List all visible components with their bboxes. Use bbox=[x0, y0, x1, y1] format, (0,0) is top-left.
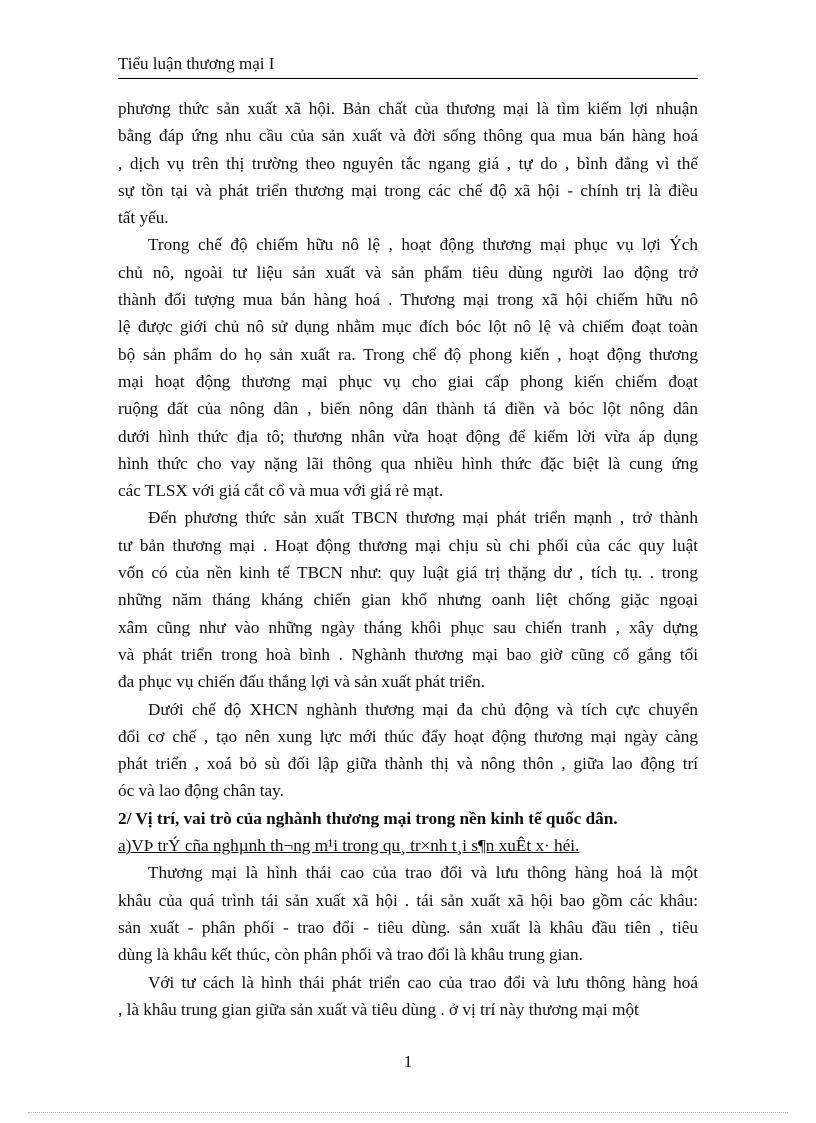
footer-divider bbox=[28, 1112, 788, 1113]
text-line: , dịch vụ trên thị trường theo nguyên tắc ngang giá , tự do , bình đẳng vì thế bbox=[118, 153, 698, 173]
text-line: mại hoạt động thương mại phục vụ cho giai cấp phong kiến chiếm đoạt bbox=[118, 371, 698, 391]
document-body bbox=[118, 95, 698, 1023]
text-line: sản xuất - phân phối - trao đổi - tiêu dùng. sản xuất là khâu đầu tiên , tiêu bbox=[118, 917, 698, 937]
text-line: đổi cơ chế , tạo nên xung lực mới thúc đẩy hoạt động thương mại ngày càng bbox=[118, 726, 698, 746]
text-line: và phát triển trong hoà bình . Nghành thương mại bao giờ cũng cố gắng tối bbox=[118, 644, 698, 664]
text-line: Trong chế độ chiếm hữu nô lệ , hoạt động thương mại phục vụ lợi Ých bbox=[148, 235, 698, 255]
text-line: hình thức cho vay nặng lãi thông qua nhiều hình thức đặc biệt là cung ứng bbox=[118, 453, 698, 473]
text-line: Đến phương thức sản xuất TBCN thương mại phát triển mạnh , trở thành bbox=[148, 508, 698, 528]
paragraph-2 bbox=[118, 231, 698, 504]
text-line: bộ sản phẩm do họ sản xuất ra. Trong chế độ phong kiến , hoạt động thương bbox=[118, 344, 698, 364]
text-line: lệ được giới chủ nô sử dụng nhằm mục đích bóc lột nô lệ và chiếm đoạt toàn bbox=[118, 317, 698, 337]
text-line: dưới hình thức địa tô; thương nhân vừa hoạt động để kiếm lời vừa áp dụng bbox=[118, 426, 698, 446]
paragraph-6 bbox=[118, 969, 698, 1024]
text-line: Với tư cách là hình thái phát triển cao của trao đổi và lưu thông hàng hoá bbox=[148, 972, 698, 992]
paragraph-5 bbox=[118, 859, 698, 968]
text-line: sự tồn tại và phát triển thương mại trong các chế độ xã hội - chính trị là điều bbox=[118, 180, 698, 200]
text-line: vốn có của nền kinh tế TBCN như: quy luật giá trị thặng dư , tích tụ. . trong bbox=[118, 563, 698, 583]
paragraph-4 bbox=[118, 696, 698, 805]
page-header bbox=[118, 52, 698, 79]
section-heading: 2/ Vị trí, vai trò của nghành thương mại trong nền kinh tế quốc dân. bbox=[118, 808, 618, 828]
text-line: Thương mại là hình thái cao của trao đổi và lưu thông hàng hoá là một bbox=[148, 863, 698, 883]
text-line: óc và lao động chân tay. bbox=[118, 781, 284, 801]
text-line: chủ nô, ngoài tư liệu sản xuất và sản phẩm tiêu dùng người lao động trở bbox=[118, 262, 698, 282]
text-line: thành đối tượng mua bán hàng hoá . Thương mại trong xã hội chiếm hữu nô bbox=[118, 290, 698, 310]
text-line: đa phục vụ chiến đấu thắng lợi và sản xuất phát triển. bbox=[118, 672, 486, 692]
subsection-heading: a)VÞ trÝ cña nghµnh th¬ng m¹i trong qu¸ tr×nh t¸i s¶n xuÊt x· héi. bbox=[118, 836, 580, 856]
header-title: Tiểu luận thương mại I bbox=[118, 54, 275, 73]
text-line: tư bản thương mại . Hoạt động thương mại chịu sù chi phối của các quy luật bbox=[118, 535, 698, 555]
text-line: Dưới chế độ XHCN nghành thương mại đa chủ động và tích cực chuyển bbox=[148, 699, 698, 719]
text-line: bằng đáp ứng nhu cầu của sản xuất và đời sống thông qua mua bán hàng hoá bbox=[118, 126, 698, 146]
text-line: khâu của quá trình tái sản xuất xã hội . tái sản xuất xã hội bao gồm các khâu: bbox=[118, 890, 698, 910]
text-line: tất yếu. bbox=[118, 208, 169, 228]
text-line: những năm tháng kháng chiến gian khổ nhưng oanh liệt chống giặc ngoại bbox=[118, 590, 698, 610]
text-line: , là khâu trung gian giữa sản xuất và tiêu dùng . ở vị trí này thương mại một bbox=[118, 999, 639, 1019]
text-line: phát triển , xoá bỏ sù đối lập giữa thành thị và nông thôn , giữa lao động trí bbox=[118, 754, 698, 774]
text-line: xâm cũng như vào những ngày tháng khôi phục sau chiến tranh , xây dựng bbox=[118, 617, 698, 637]
text-line: các TLSX với giá cắt cổ và mua với giá rẻ mạt. bbox=[118, 481, 444, 501]
text-line: dùng là khâu kết thúc, còn phân phối và trao đổi là khâu trung gian. bbox=[118, 945, 583, 965]
text-line: phương thức sản xuất xã hội. Bản chất của thương mại là tìm kiếm lợi nhuận bbox=[118, 99, 698, 118]
page-number: 1 bbox=[403, 1052, 413, 1071]
text-line: ruộng đất của nông dân , biến nông dân thành tá điền và bóc lột nông dân bbox=[118, 399, 698, 419]
paragraph-3 bbox=[118, 504, 698, 695]
paragraph-1 bbox=[118, 95, 698, 231]
